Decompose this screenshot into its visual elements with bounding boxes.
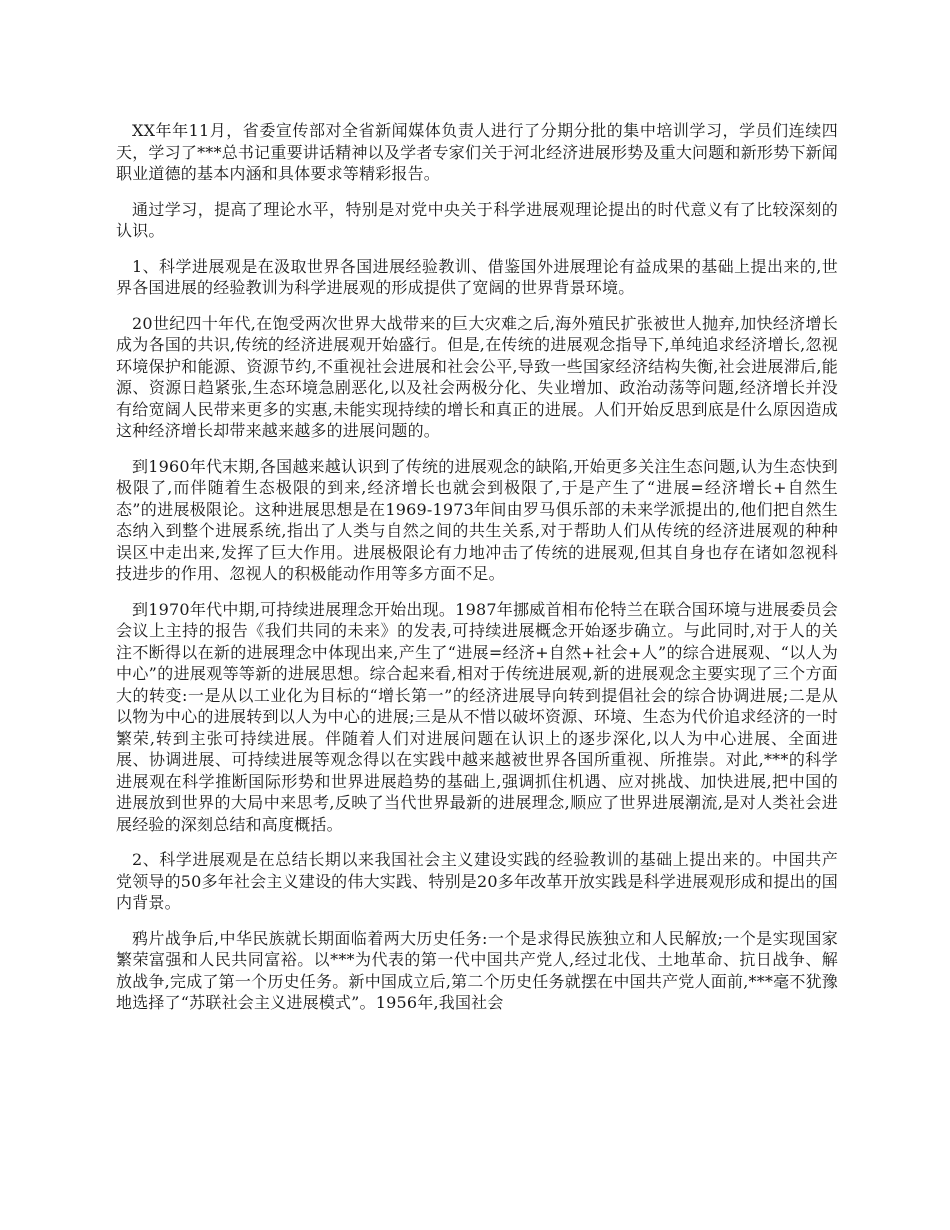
paragraph-point-2: 2、科学进展观是在总结长期以来我国社会主义建设实践的经验教训的基础上提出来的。中国共产党领导的50多年社会主义建设的伟大实践、特别是20多年改革开放实践是科学进展观形成和提出的国内背景。 bbox=[116, 850, 838, 912]
paragraph-point-1: 1、科学进展观是在汲取世界各国进展经验教训、借鉴国外进展理论有益成果的基础上提出来的,世界各国进展的经验教训为科学进展观的形成提供了宽阔的世界背景环境。 bbox=[116, 256, 838, 297]
document-page bbox=[116, 120, 838, 1028]
paragraph-1960s: 到1960年代末期,各国越来越认识到了传统的进展观念的缺陷,开始更多关注生态问题,认为生态快到极限了,而伴随着生态极限的到来,经济增长也就会到极限了,于是产生了“进展=经济增长+自然生态”的进展极限论。这种进展思想是在1969-1973年间由罗马俱乐部的未来学派提出的,他们把自然生态纳入到整个进展系统,指出了人类与自然之间的共生关系,对于帮助人们从传统的经济进展观的种种误区中走出来,发挥了巨大作用。进展极限论有力地冲击了传统的进展观,但其自身也存在诸如忽视科技进步的作用、忽视人的积极能动作用等多方面不足。 bbox=[116, 456, 838, 583]
paragraph-learning: 通过学习，提高了理论水平，特别是对党中央关于科学进展观理论提出的时代意义有了比较深刻的认识。 bbox=[116, 199, 838, 240]
paragraph-1940s: 20世纪四十年代,在饱受两次世界大战带来的巨大灾难之后,海外殖民扩张被世人抛弃,加快经济增长成为各国的共识,传统的经济进展观开始盛行。但是,在传统的进展观念指导下,单纯追求经济增长,忽视环境保护和能源、资源节约,不重视社会进展和社会公平,导致一些国家经济结构失衡,社会进展滞后,能源、资源日趋紧张,生态环境急剧恶化,以及社会两极分化、失业增加、政治动荡等问题,经济增长并没有给宽阔人民带来更多的实惠,未能实现持续的增长和真正的进展。人们开始反思到底是什么原因造成这种经济增长却带来越来越多的进展问题的。 bbox=[116, 313, 838, 440]
paragraph-opium-war: 鸦片战争后,中华民族就长期面临着两大历史任务:一个是求得民族独立和人民解放;一个是实现国家繁荣富强和人民共同富裕。以***为代表的第一代中国共产党人,经过北伐、土地革命、抗日战争、解放战争,完成了第一个历史任务。新中国成立后,第二个历史任务就摆在中国共产党人面前,***毫不犹豫地选择了“苏联社会主义进展模式”。1956年,我国社会 bbox=[116, 928, 838, 1012]
paragraph-1970s: 到1970年代中期,可持续进展理念开始出现。1987年挪威首相布伦特兰在联合国环境与进展委员会会议上主持的报告《我们共同的未来》的发表,可持续进展概念开始逐步确立。与此同时,对于人的关注不断得以在新的进展理念中体现出来,产生了“进展=经济+自然+社会+人”的综合进展观、“以人为中心”的进展观等等新的进展思想。综合起来看,相对于传统进展观,新的进展观念主要实现了三个方面大的转变:一是从以工业化为目标的“增长第一”的经济进展导向转到提倡社会的综合协调进展;二是从以物为中心的进展转到以人为中心的进展;三是从不惜以破坏资源、环境、生态为代价追求经济的一时繁荣,转到主张可持续进展。伴随着人们对进展问题在认识上的逐步深化,以人为中心进展、全面进展、协调进展、可持续进展等观念得以在实践中越来越被世界各国所重视、所推崇。对此,***的科学进展观在科学推断国际形势和世界进展趋势的基础上,强调抓住机遇、应对挑战、加快进展,把中国的进展放到世界的大局中来思考,反映了当代世界最新的进展理念,顺应了世界进展潮流,是对人类社会进展经验的深刻总结和高度概括。 bbox=[116, 599, 838, 834]
paragraph-intro: XX年年11月，省委宣传部对全省新闻媒体负责人进行了分期分批的集中培训学习，学员们连续四天，学习了***总书记重要讲话精神以及学者专家们关于河北经济进展形势及重大问题和新形势下新闻职业道德的基本内涵和具体要求等精彩报告。 bbox=[116, 121, 838, 183]
